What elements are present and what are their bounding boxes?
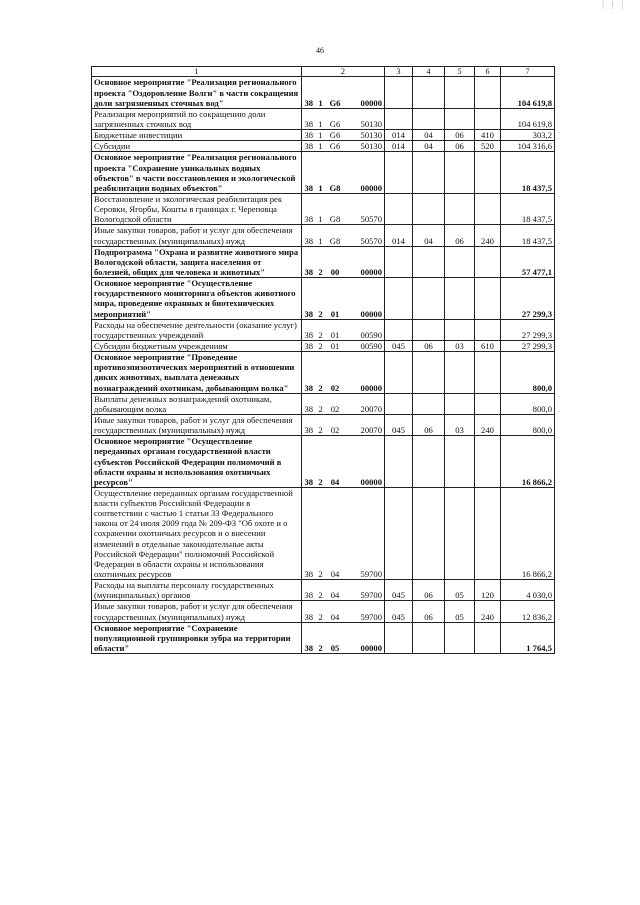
row-code-cell (413, 622, 445, 653)
row-code-cell: 06 (445, 141, 475, 152)
row-code-cell (475, 487, 501, 579)
row-code-cell: 2 (316, 393, 326, 414)
row-code-cell: 00000 (345, 436, 385, 488)
row-code-cell (385, 152, 413, 194)
row-name-cell: Иные закупки товаров, работ и услуг для обеспечения государственных (муниципальных) нужд (92, 414, 302, 435)
table-row (92, 225, 555, 246)
row-code-cell: 00000 (345, 352, 385, 394)
row-amount-cell: 12 836,2 (501, 601, 555, 622)
row-code-cell: 59700 (345, 487, 385, 579)
table-row (92, 130, 555, 141)
row-code-cell (385, 622, 413, 653)
row-code-cell (445, 436, 475, 488)
table-row (92, 77, 555, 108)
row-amount-cell: 57 477,1 (501, 246, 555, 277)
row-name-cell: Иные закупки товаров, работ и услуг для обеспечения государственных (муниципальных) нужд (92, 601, 302, 622)
row-code-cell: 240 (475, 414, 501, 435)
row-code-cell: 014 (385, 225, 413, 246)
row-name-cell: Реализация мероприятий по сокращению доли загрязненных сточных вод (92, 108, 302, 129)
header-cell: 4 (413, 67, 445, 77)
row-code-cell: 59700 (345, 601, 385, 622)
table-row (92, 393, 555, 414)
row-code-cell: 20070 (345, 414, 385, 435)
row-code-cell (445, 487, 475, 579)
row-name-cell: Бюджетные инвестиции (92, 130, 302, 141)
row-code-cell: 38 (302, 130, 316, 141)
row-code-cell: 01 (326, 340, 345, 351)
row-code-cell (413, 487, 445, 579)
header-cell: 2 (302, 67, 385, 77)
row-code-cell: G6 (326, 108, 345, 129)
table-row (92, 487, 555, 579)
row-code-cell: 1 (316, 152, 326, 194)
row-code-cell (413, 319, 445, 340)
row-code-cell: 04 (326, 580, 345, 601)
row-name-cell: Основное мероприятие "Осуществление переданных органам государственной власти субъектов Российской Федерации полномочий в области охраны и использования охотничьих ресурсов" (92, 436, 302, 488)
row-code-cell: 06 (445, 225, 475, 246)
row-code-cell: 02 (326, 393, 345, 414)
row-code-cell: 06 (413, 601, 445, 622)
row-code-cell (475, 436, 501, 488)
row-code-cell (475, 319, 501, 340)
row-name-cell: Субсидии бюджетным учреждениям (92, 340, 302, 351)
row-code-cell: 38 (302, 340, 316, 351)
row-code-cell: 045 (385, 340, 413, 351)
row-name-cell: Основное мероприятие "Осуществление государственного мониторинга объектов животного мира, проведение охранных и биотехнических мероприятий" (92, 278, 302, 320)
row-code-cell: 2 (316, 436, 326, 488)
row-code-cell (445, 152, 475, 194)
row-amount-cell: 16 866,2 (501, 436, 555, 488)
row-name-cell: Иные закупки товаров, работ и услуг для обеспечения государственных (муниципальных) нужд (92, 225, 302, 246)
row-code-cell: 00000 (345, 152, 385, 194)
row-code-cell: 38 (302, 278, 316, 320)
header-row (92, 67, 555, 77)
table-row (92, 246, 555, 277)
budget-table (91, 66, 555, 654)
row-code-cell: 50130 (345, 130, 385, 141)
row-name-cell: Подпрограмма "Охрана и развитие животного мира Вологодской области, защита населения от болезней, общих для человека и животных" (92, 246, 302, 277)
row-code-cell (475, 193, 501, 224)
row-code-cell: 38 (302, 436, 316, 488)
row-code-cell: 2 (316, 487, 326, 579)
row-code-cell: 06 (413, 580, 445, 601)
row-code-cell: G6 (326, 130, 345, 141)
row-code-cell: 120 (475, 580, 501, 601)
row-amount-cell: 800,0 (501, 352, 555, 394)
table-row (92, 152, 555, 194)
row-name-cell: Выплаты денежных вознаграждений охотникам, добывающим волка (92, 393, 302, 414)
header-cell: 1 (92, 67, 302, 77)
row-code-cell: 38 (302, 622, 316, 653)
row-code-cell: 2 (316, 352, 326, 394)
row-code-cell (385, 246, 413, 277)
row-code-cell: 06 (445, 130, 475, 141)
row-code-cell (413, 193, 445, 224)
row-code-cell: 2 (316, 340, 326, 351)
row-code-cell: 38 (302, 152, 316, 194)
row-amount-cell: 4 030,0 (501, 580, 555, 601)
row-code-cell: 00000 (345, 246, 385, 277)
row-code-cell: 520 (475, 141, 501, 152)
row-code-cell: 045 (385, 580, 413, 601)
row-amount-cell: 27 299,3 (501, 340, 555, 351)
row-code-cell: 410 (475, 130, 501, 141)
row-code-cell: 38 (302, 193, 316, 224)
row-code-cell: 38 (302, 141, 316, 152)
row-code-cell (445, 278, 475, 320)
table-row (92, 352, 555, 394)
row-code-cell: 014 (385, 130, 413, 141)
row-code-cell (385, 393, 413, 414)
row-code-cell (445, 193, 475, 224)
header-cell: 6 (475, 67, 501, 77)
row-code-cell (475, 622, 501, 653)
row-code-cell: 20070 (345, 393, 385, 414)
table-row (92, 193, 555, 224)
row-amount-cell: 800,0 (501, 393, 555, 414)
row-code-cell: 04 (326, 487, 345, 579)
row-name-cell: Основное мероприятие "Реализация регионального проекта "Оздоровление Волги" в части сокращения доли загрязненных сточных вод" (92, 77, 302, 108)
row-code-cell (385, 193, 413, 224)
row-code-cell (475, 246, 501, 277)
row-code-cell (385, 77, 413, 108)
row-code-cell (385, 319, 413, 340)
row-code-cell: 38 (302, 487, 316, 579)
row-amount-cell: 18 437,5 (501, 225, 555, 246)
row-code-cell: 04 (413, 130, 445, 141)
row-code-cell (445, 77, 475, 108)
row-code-cell: 045 (385, 414, 413, 435)
row-amount-cell: 27 299,3 (501, 278, 555, 320)
page-number: 46 (316, 46, 324, 55)
row-code-cell: 2 (316, 319, 326, 340)
row-code-cell: 1 (316, 108, 326, 129)
row-code-cell: 1 (316, 225, 326, 246)
row-code-cell (413, 278, 445, 320)
row-code-cell (445, 393, 475, 414)
row-code-cell: 38 (302, 414, 316, 435)
table-row (92, 108, 555, 129)
row-code-cell: G6 (326, 141, 345, 152)
row-code-cell: 01 (326, 278, 345, 320)
row-code-cell (445, 108, 475, 129)
row-code-cell (445, 246, 475, 277)
row-code-cell: 04 (326, 601, 345, 622)
row-amount-cell: 16 866,2 (501, 487, 555, 579)
row-amount-cell: 1 764,5 (501, 622, 555, 653)
table-row (92, 319, 555, 340)
row-amount-cell: 18 437,5 (501, 152, 555, 194)
row-code-cell (385, 108, 413, 129)
table-row (92, 580, 555, 601)
row-code-cell (475, 108, 501, 129)
row-code-cell: 38 (302, 77, 316, 108)
row-name-cell: Субсидии (92, 141, 302, 152)
row-code-cell (413, 436, 445, 488)
row-code-cell: 2 (316, 278, 326, 320)
row-code-cell (413, 152, 445, 194)
row-name-cell: Основное мероприятие "Сохранение популяционной группировки зубра на территории области" (92, 622, 302, 653)
row-code-cell: 50570 (345, 193, 385, 224)
row-code-cell: 1 (316, 193, 326, 224)
row-code-cell: 1 (316, 130, 326, 141)
row-code-cell: 2 (316, 601, 326, 622)
row-code-cell: 00590 (345, 319, 385, 340)
row-code-cell: 06 (413, 340, 445, 351)
header-cell: 5 (445, 67, 475, 77)
row-code-cell: 00590 (345, 340, 385, 351)
row-code-cell: 50130 (345, 141, 385, 152)
table-row (92, 414, 555, 435)
row-code-cell: G8 (326, 193, 345, 224)
row-code-cell (413, 352, 445, 394)
table-row (92, 601, 555, 622)
row-amount-cell: 303,2 (501, 130, 555, 141)
row-code-cell (413, 108, 445, 129)
row-code-cell: 50570 (345, 225, 385, 246)
row-code-cell: 04 (413, 225, 445, 246)
row-code-cell: 50130 (345, 108, 385, 129)
row-code-cell: 38 (302, 225, 316, 246)
row-amount-cell: 104 316,6 (501, 141, 555, 152)
row-code-cell: 05 (445, 601, 475, 622)
row-code-cell: 610 (475, 340, 501, 351)
row-code-cell: 00 (326, 246, 345, 277)
row-name-cell: Восстановление и экологическая реабилитация рек Серовки, Ягорбы, Кошты в границах г. Череповца Вологодской области (92, 193, 302, 224)
table-row (92, 622, 555, 653)
row-code-cell: 02 (326, 414, 345, 435)
row-code-cell: 00000 (345, 622, 385, 653)
row-amount-cell: 104 619,8 (501, 108, 555, 129)
row-code-cell: 03 (445, 340, 475, 351)
row-name-cell: Осуществление переданных органам государственной власти субъектов Российской Федерации в соответствии с частью 1 статьи 33 Федерального закона от 24 июля 2009 года № 209-ФЗ "Об охоте и о сохранении охотничьих ресурсов и о внесении изменений в отдельные законодательные акты Российской Федерации" полномочий Российской Федерации в области охраны и использования охотничьих ресурсов (92, 487, 302, 579)
row-code-cell: 05 (445, 580, 475, 601)
table-row (92, 278, 555, 320)
row-amount-cell: 104 619,8 (501, 77, 555, 108)
row-code-cell: 04 (326, 436, 345, 488)
row-code-cell: 014 (385, 141, 413, 152)
row-code-cell: 00000 (345, 77, 385, 108)
row-code-cell: 02 (326, 352, 345, 394)
row-code-cell (475, 352, 501, 394)
row-code-cell: 1 (316, 77, 326, 108)
row-code-cell: 38 (302, 319, 316, 340)
row-code-cell (475, 393, 501, 414)
row-name-cell: Расходы на выплаты персоналу государственных (муниципальных) органов (92, 580, 302, 601)
row-code-cell: 38 (302, 601, 316, 622)
row-code-cell (413, 77, 445, 108)
row-code-cell: 01 (326, 319, 345, 340)
row-amount-cell: 800,0 (501, 414, 555, 435)
row-code-cell: 38 (302, 352, 316, 394)
row-code-cell: 045 (385, 601, 413, 622)
row-amount-cell: 27 299,3 (501, 319, 555, 340)
header-cell: 7 (501, 67, 555, 77)
table-row (92, 436, 555, 488)
row-code-cell: 2 (316, 580, 326, 601)
row-name-cell: Основное мероприятие "Проведение противоэпизоотических мероприятий в отношении диких животных, выплата денежных вознаграждений охотникам, добывающим волка" (92, 352, 302, 394)
header-cell: 3 (385, 67, 413, 77)
row-code-cell (385, 487, 413, 579)
row-amount-cell: 18 437,5 (501, 193, 555, 224)
row-code-cell: 2 (316, 622, 326, 653)
row-code-cell (385, 436, 413, 488)
row-name-cell: Расходы на обеспечение деятельности (оказание услуг) государственных учреждений (92, 319, 302, 340)
row-code-cell: 38 (302, 108, 316, 129)
table-row (92, 141, 555, 152)
row-code-cell: 04 (413, 141, 445, 152)
row-code-cell: 03 (445, 414, 475, 435)
row-code-cell (413, 393, 445, 414)
row-code-cell: 1 (316, 141, 326, 152)
row-code-cell (475, 77, 501, 108)
row-code-cell (445, 319, 475, 340)
row-code-cell (475, 152, 501, 194)
row-code-cell (413, 246, 445, 277)
row-code-cell: 240 (475, 225, 501, 246)
row-code-cell (445, 622, 475, 653)
row-code-cell: 38 (302, 393, 316, 414)
row-code-cell: 2 (316, 414, 326, 435)
row-code-cell: G8 (326, 225, 345, 246)
row-code-cell: 2 (316, 246, 326, 277)
row-code-cell: 38 (302, 580, 316, 601)
row-code-cell: 06 (413, 414, 445, 435)
row-code-cell: 38 (302, 246, 316, 277)
scan-marks: | | | (602, 0, 626, 9)
row-code-cell: 240 (475, 601, 501, 622)
row-code-cell (385, 352, 413, 394)
row-code-cell: G6 (326, 77, 345, 108)
row-code-cell: G8 (326, 152, 345, 194)
row-code-cell: 05 (326, 622, 345, 653)
row-name-cell: Основное мероприятие "Реализация регионального проекта "Сохранение уникальных водных объектов" в части восстановления и экологической реабилитации водных объектов" (92, 152, 302, 194)
row-code-cell (445, 352, 475, 394)
row-code-cell (385, 278, 413, 320)
table-row (92, 340, 555, 351)
row-code-cell: 59700 (345, 580, 385, 601)
row-code-cell (475, 278, 501, 320)
row-code-cell: 00000 (345, 278, 385, 320)
